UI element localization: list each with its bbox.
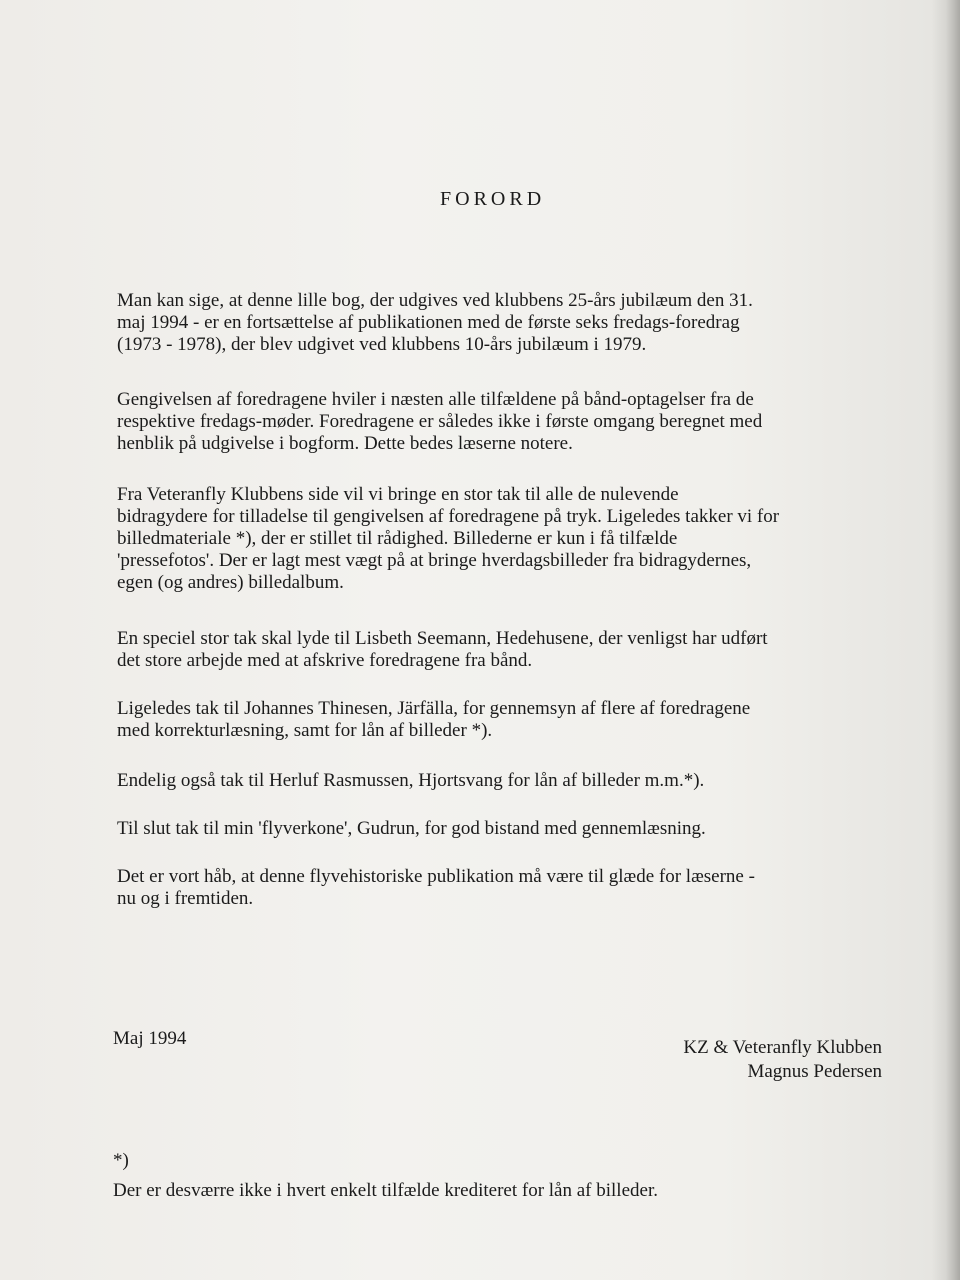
paragraph-line: (1973 - 1978), der blev udgivet ved klubbens 10-års jubilæum i 1979.: [117, 334, 647, 355]
paragraph-line: Gengivelsen af foredragene hviler i næsten alle tilfældene på bånd-optagelser fra de: [117, 389, 754, 410]
date-line: Maj 1994: [113, 1028, 187, 1049]
paragraph-thanks-transcription: [117, 628, 892, 672]
paragraph-line: Det er vort håb, at denne flyvehistoriske publikation må være til glæde for læserne -: [117, 866, 755, 887]
paragraph-line: billedmateriale *), der er stillet til rådighed. Billederne er kun i få tilfælde: [117, 528, 678, 549]
paragraph-line: Fra Veteranfly Klubbens side vil vi bringe en stor tak til alle de nulevende: [117, 484, 679, 505]
paragraph-line: henblik på udgivelse i bogform. Dette bedes læserne notere.: [117, 433, 573, 454]
paragraph-line: maj 1994 - er en fortsættelse af publikationen med de første seks fredags-foredrag: [117, 312, 740, 333]
paragraph-line: egen (og andres) billedalbum.: [117, 572, 344, 593]
paragraph-intro: [117, 290, 892, 356]
footnote-mark: *): [113, 1150, 129, 1171]
paragraph-thanks-proofreading: [117, 698, 892, 742]
paragraph-thanks-photos: [117, 770, 892, 792]
paragraph-line: Endelig også tak til Herluf Rasmussen, Hjortsvang for lån af billeder m.m.*).: [117, 770, 705, 791]
footnote-text: Der er desværre ikke i hvert enkelt tilfælde krediteret for lån af billeder.: [113, 1180, 658, 1201]
paragraph-line: Ligeledes tak til Johannes Thinesen, Järfälla, for gennemsyn af flere af foredragene: [117, 698, 751, 719]
paragraph-thanks-contributors: [117, 484, 892, 594]
paragraph-line: Til slut tak til min 'flyverkone', Gudrun, for god bistand med gennemlæsning.: [117, 818, 706, 839]
paragraph-line: En speciel stor tak skal lyde til Lisbeth Seemann, Hedehusene, der venligst har udført: [117, 628, 768, 649]
paragraph-closing: [117, 866, 892, 910]
paragraph-recordings: [117, 389, 892, 455]
signature-organization: KZ & Veteranfly Klubben: [683, 1037, 882, 1058]
paragraph-line: bidragydere for tilladelse til gengivelsen af foredragene på tryk. Ligeledes takker vi for: [117, 506, 780, 527]
paragraph-line: med korrekturlæsning, samt for lån af billeder *).: [117, 720, 493, 741]
paragraph-line: Man kan sige, at denne lille bog, der udgives ved klubbens 25-års jubilæum den 31.: [117, 290, 753, 311]
signature-name: Magnus Pedersen: [747, 1061, 882, 1082]
page-edge: [946, 0, 960, 1280]
paragraph-thanks-wife: [117, 818, 892, 840]
page-title: FORORD: [440, 188, 546, 210]
paragraph-line: det store arbejde med at afskrive foredragene fra bånd.: [117, 650, 533, 671]
paragraph-line: respektive fredags-møder. Foredragene er således ikke i første omgang beregnet med: [117, 411, 763, 432]
signature-block: [683, 1036, 882, 1084]
paragraph-line: 'pressefotos'. Der er lagt mest vægt på at bringe hverdagsbilleder fra bidragydernes,: [117, 550, 752, 571]
paragraph-line: nu og i fremtiden.: [117, 888, 254, 909]
